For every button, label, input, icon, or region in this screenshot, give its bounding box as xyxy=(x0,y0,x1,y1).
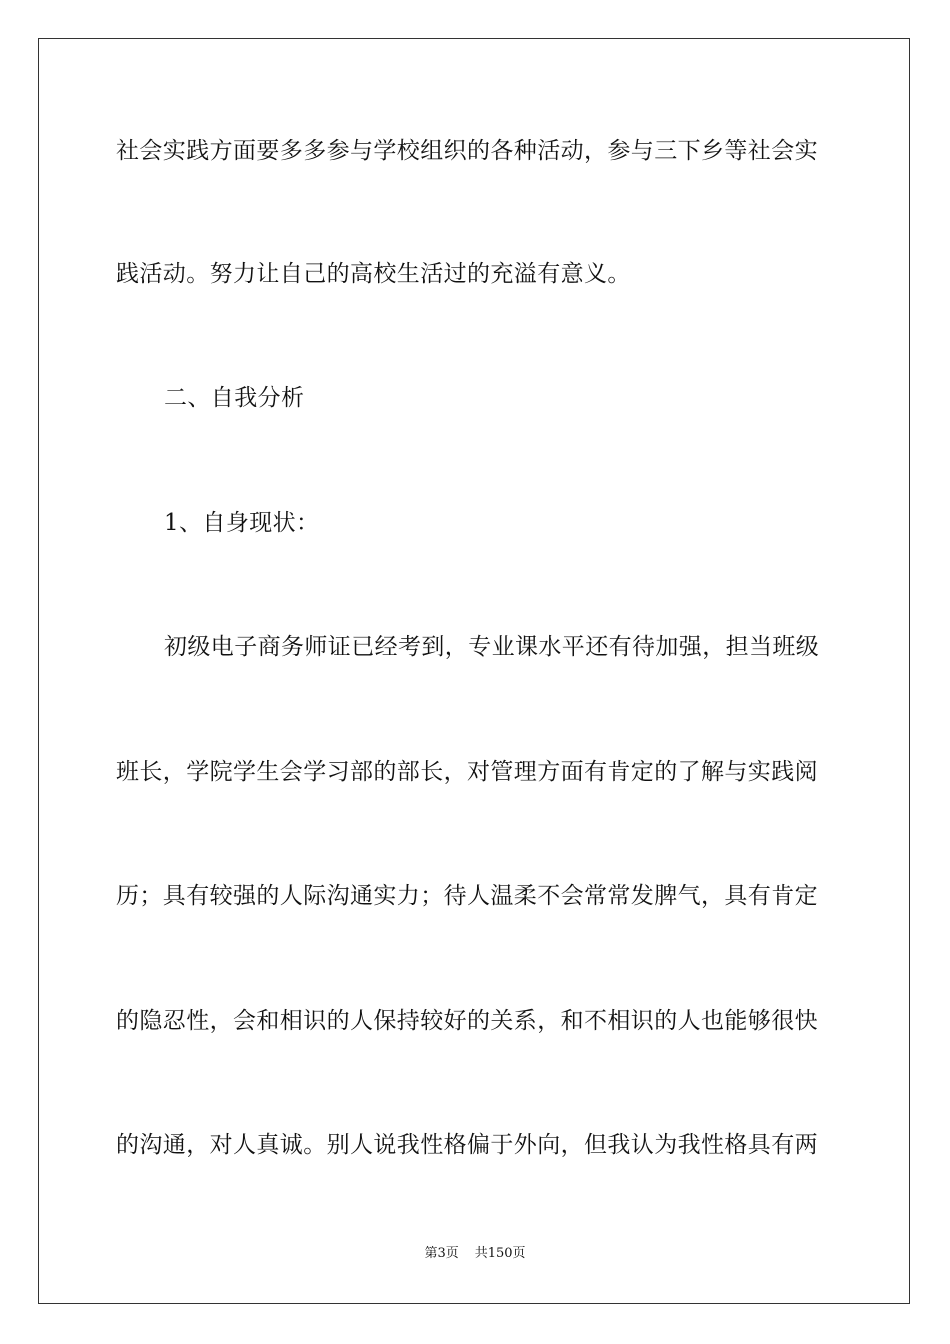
page-footer xyxy=(0,1245,950,1263)
paragraph-line: 的沟通，对人真诚。别人说我性格偏于外向，但我认为我性格具有两 xyxy=(116,1132,818,1158)
paragraph-line: 班长，学院学生会学习部的部长，对管理方面有肯定的了解与实践阅 xyxy=(116,759,818,785)
page-total: 共150页 xyxy=(474,1246,526,1261)
page-border xyxy=(38,38,910,1304)
page-number: 第3页 xyxy=(424,1246,459,1261)
section-heading: 二、自我分析 xyxy=(164,385,305,411)
paragraph-line: 践活动。努力让自己的高校生活过的充溢有意义。 xyxy=(116,261,631,287)
subsection-heading: 1、自身现状： xyxy=(164,510,320,536)
paragraph-line: 初级电子商务师证已经考到，专业课水平还有待加强，担当班级 xyxy=(164,634,820,660)
paragraph-line: 社会实践方面要多多参与学校组织的各种活动，参与三下乡等社会实 xyxy=(116,138,818,164)
paragraph-line: 历；具有较强的人际沟通实力；待人温柔不会常常发脾气，具有肯定 xyxy=(116,883,818,909)
paragraph-line: 的隐忍性，会和相识的人保持较好的关系，和不相识的人也能够很快 xyxy=(116,1008,818,1034)
